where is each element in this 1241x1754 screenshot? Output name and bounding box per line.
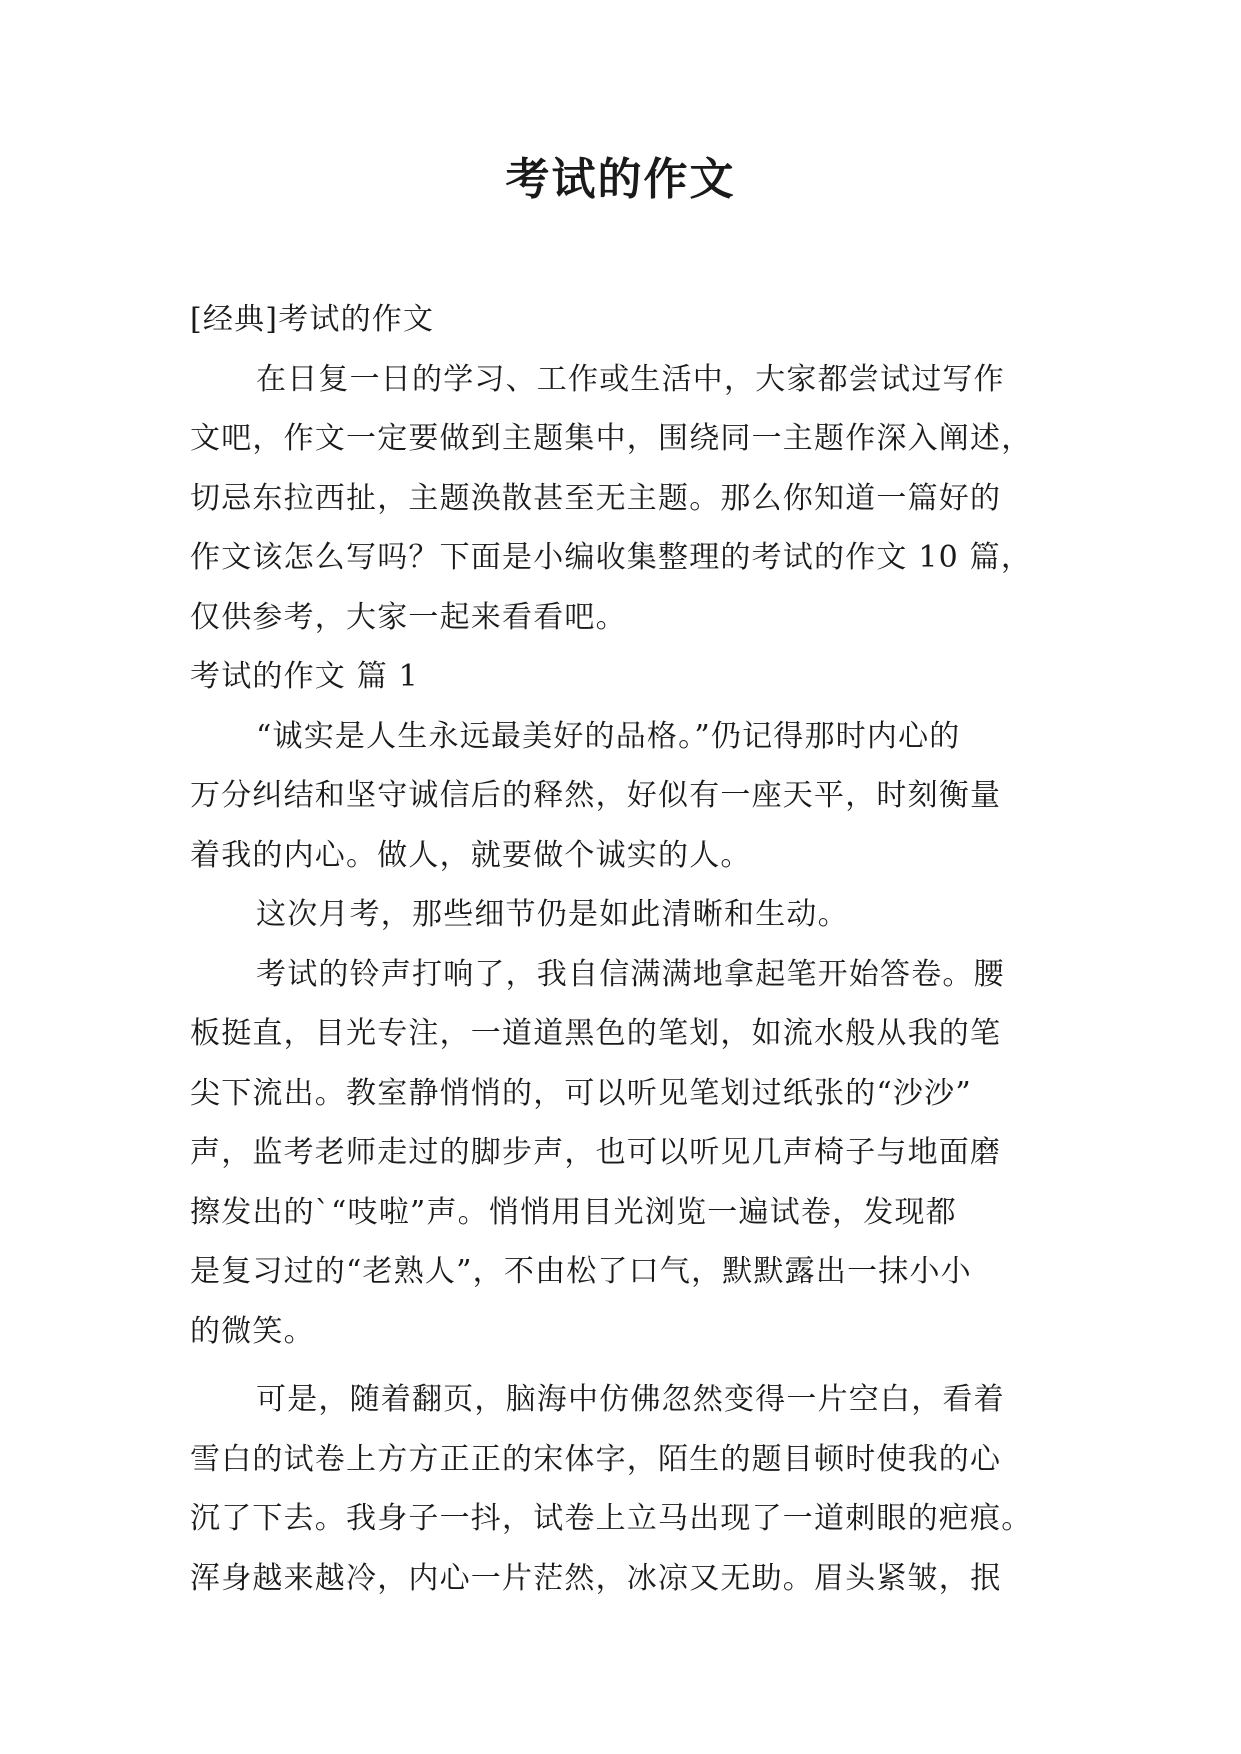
subtitle-line: [经典]考试的作文 [190, 302, 435, 337]
document-body [190, 290, 1052, 1608]
paragraph-line: 声，监考老师走过的脚步声，也可以听见几声椅子与地面磨 [190, 1135, 1002, 1170]
paragraph-line: 在日复一日的学习、工作或生活中，大家都尝试过写作 [256, 361, 1005, 397]
paragraph-line: 浑身越来越冷，内心一片茫然，冰凉又无助。眉头紧皱，抿 [190, 1560, 1002, 1596]
section-heading: 考试的作文 篇 1 [190, 659, 419, 694]
paragraph-line: “诚实是人生永远最美好的品格。”仍记得那时内心的 [256, 718, 961, 754]
paragraph-line: 板挺直，目光专注，一道道黑色的笔划，如流水般从我的笔 [190, 1016, 1002, 1051]
paragraph-line: 切忌东拉西扯，主题涣散甚至无主题。那么你知道一篇好的 [190, 480, 1002, 516]
paragraph-line: 考试的铃声打响了，我自信满满地拿起笔开始答卷。腰 [256, 956, 1005, 992]
paragraph-line: 尖下流出。教室静悄悄的，可以听见笔划过纸张的“沙沙” [190, 1075, 972, 1111]
paragraph-line: 仅供参考，大家一起来看看吧。 [190, 599, 627, 635]
paragraph-line: 作文该怎么写吗？下面是小编收集整理的考试的作文 10 篇， [190, 540, 1033, 575]
paragraph-line: 万分纠结和坚守诚信后的释然，好似有一座天平，时刻衡量 [190, 778, 1002, 813]
paragraph-line: 文吧，作文一定要做到主题集中，围绕同一主题作深入阐述， [190, 421, 1033, 456]
paragraph-line: 雪白的试卷上方方正正的宋体字，陌生的题目顿时使我的心 [190, 1441, 1002, 1477]
paragraph-line: 的微笑。 [190, 1313, 315, 1349]
paragraph-line: 是复习过的“老熟人”，不由松了口气，默默露出一抹小小 [190, 1254, 972, 1289]
paragraph-line: 可是，随着翻页，脑海中仿佛忽然变得一片空白，看着 [256, 1382, 1005, 1417]
paragraph-line: 擦发出的`“吱啦”声。悄悄用目光浏览一遍试卷，发现都 [190, 1194, 957, 1230]
paragraph-line: 这次月考，那些细节仍是如此清晰和生动。 [256, 897, 849, 932]
paragraph-line: 着我的内心。做人，就要做个诚实的人。 [190, 837, 752, 873]
document-title: 考试的作文 [505, 154, 736, 205]
paragraph-line: 沉了下去。我身子一抖，试卷上立马出现了一道刺眼的疤痕。 [190, 1501, 1033, 1536]
